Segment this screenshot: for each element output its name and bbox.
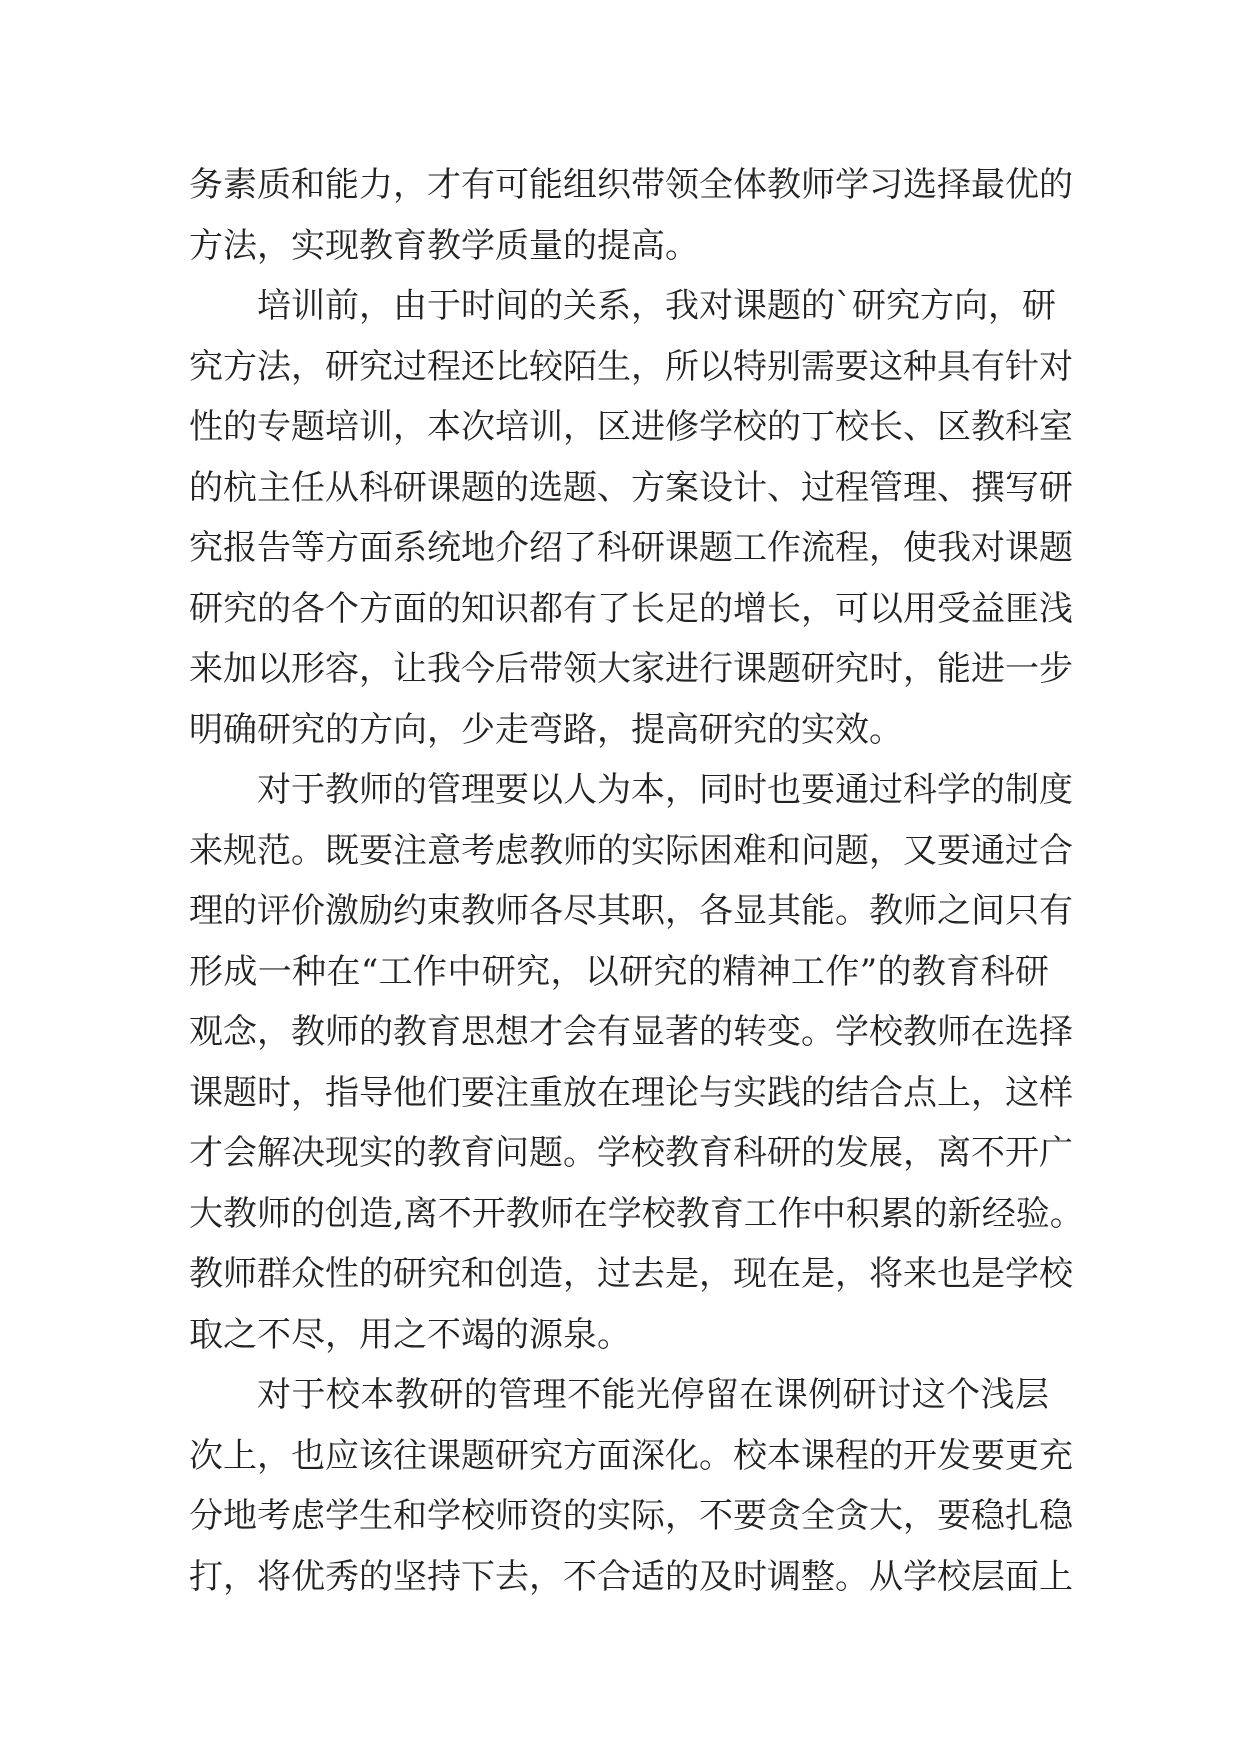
text-line: 明确研究的方向，少走弯路，提高研究的实效。 [189,709,903,750]
paragraph-3 [189,760,1084,1365]
text-line: 次上，也应该往课题研究方面深化。校本课程的开发要更充 [189,1435,1073,1476]
text-line: 理的评价激励约束教师各尽其职，各显其能。教师之间只有 [189,891,1073,931]
text-line: 对于校本教研的管理不能光停留在课例研讨这个浅层 [257,1375,1049,1415]
text-line: 的杭主任从科研课题的选题、方案设计、过程管理、撰写研 [189,467,1073,508]
text-line: 对于教师的管理要以人为本，同时也要通过科学的制度 [257,770,1073,810]
text-line: 才会解决现实的教育问题。学校教育科研的发展，离不开广 [189,1133,1073,1173]
text-line: 性的专题培训，本次培训，区进修学校的丁校长、区教科室 [189,407,1073,447]
text-line: 形成一种在“工作中研究，以研究的精神工作”的教育科研 [189,951,1049,992]
text-line: 观念，教师的教育思想才会有显著的转变。学校教师在选择 [189,1012,1073,1052]
text-line: 来加以形容，让我今后带领大家进行课题研究时，能进一步 [189,649,1073,689]
text-line: 来规范。既要注意考虑教师的实际困难和问题，又要通过合 [189,830,1073,871]
text-line: 打，将优秀的坚持下去，不合适的及时调整。从学校层面上 [189,1556,1073,1597]
text-line: 究报告等方面系统地介绍了科研课题工作流程，使我对课题 [189,528,1073,568]
paragraph-1 [189,155,1073,276]
text-line: 方法，实现教育教学质量的提高。 [189,225,699,266]
text-line: 分地考虑学生和学校师资的实际，不要贪全贪大，要稳扎稳 [189,1496,1073,1536]
text-line: 取之不尽，用之不竭的源泉。 [189,1314,631,1355]
text-line: 究方法，研究过程还比较陌生，所以特别需要这种具有针对 [189,346,1073,387]
text-line: 务素质和能力，才有可能组织带领全体教师学习选择最优的 [189,165,1073,205]
text-line: 课题时，指导他们要注重放在理论与实践的结合点上，这样 [189,1072,1073,1113]
text-line: 大教师的创造,离不开教师在学校教育工作中积累的新经验。 [189,1193,1084,1234]
text-line: 研究的各个方面的知识都有了长足的增长，可以用受益匪浅 [189,588,1073,629]
paragraph-2 [189,276,1073,760]
paragraph-4 [189,1365,1073,1607]
text-line: 教师群众性的研究和创造，过去是，现在是，将来也是学校 [189,1254,1073,1294]
body-text [189,155,1084,1607]
text-line: 培训前，由于时间的关系，我对课题的`研究方向，研 [257,286,1056,326]
